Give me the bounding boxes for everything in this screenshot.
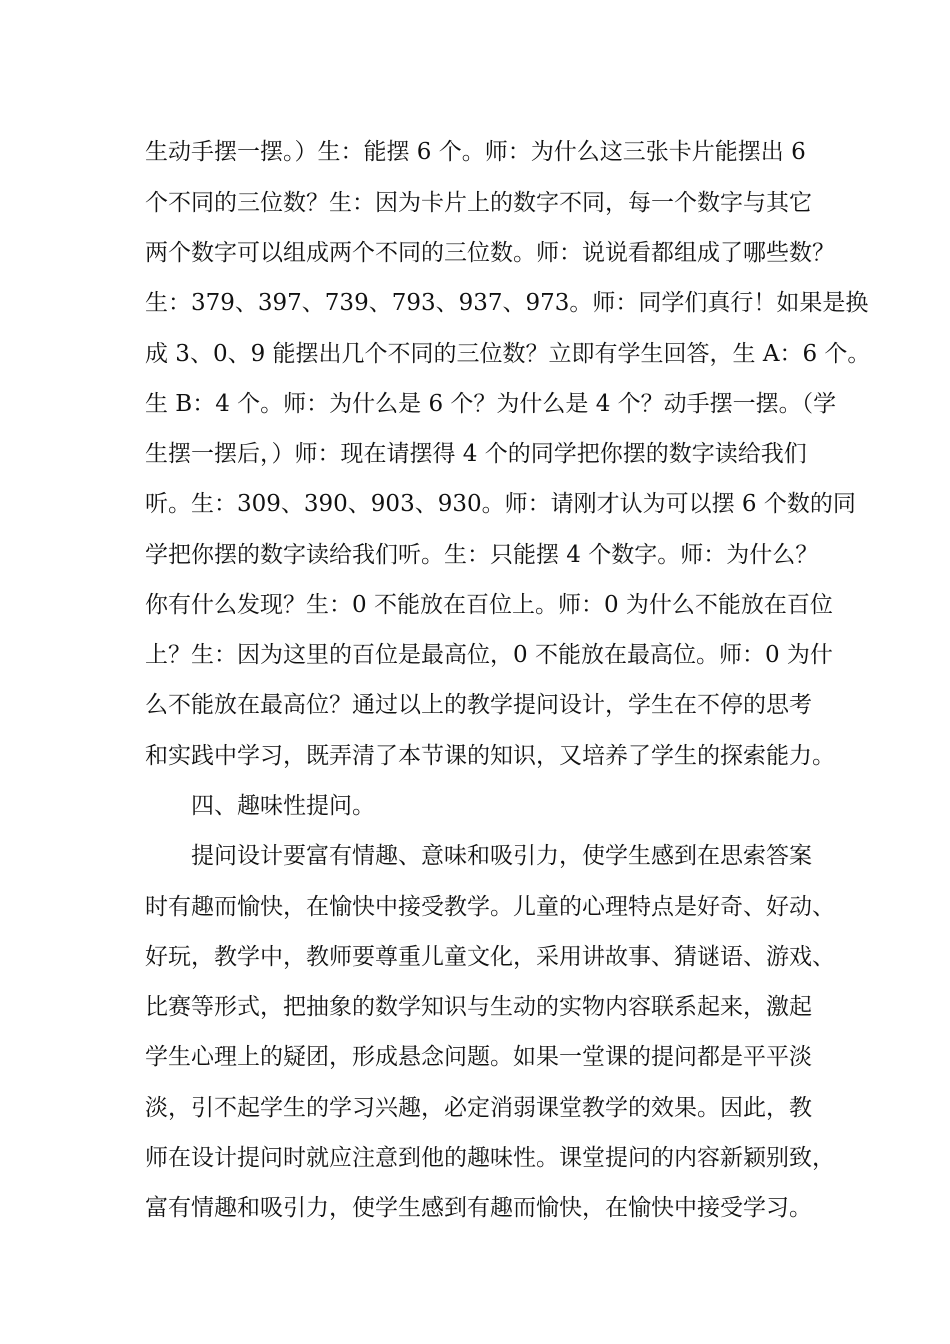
text-line: 生：379、397、739、793、937、973。师：同学们真行！如果是换 xyxy=(145,290,869,316)
section-heading: 四、趣味性提问。 xyxy=(191,793,375,819)
text-line: 师在设计提问时就应注意到他的趣味性。课堂提问的内容新颖别致， xyxy=(145,1145,835,1171)
text-line: 生动手摆一摆。）生：能摆 6 个。师：为什么这三张卡片能摆出 6 xyxy=(145,139,806,165)
text-line: 学生心理上的疑团，形成悬念问题。如果一堂课的提问都是平平淡 xyxy=(145,1044,812,1070)
text-line: 成 3、0、9 能摆出几个不同的三位数？立即有学生回答，生 A：6 个。 xyxy=(145,341,871,367)
text-line: 上？生：因为这里的百位是最高位，0 不能放在最高位。师：0 为什 xyxy=(145,642,833,668)
text-line: 淡，引不起学生的学习兴趣，必定消弱课堂教学的效果。因此，教 xyxy=(145,1095,812,1121)
text-line: 时有趣而愉快，在愉快中接受教学。儿童的心理特点是好奇、好动、 xyxy=(145,894,835,920)
text-line: 比赛等形式，把抽象的数学知识与生动的实物内容联系起来，激起 xyxy=(145,994,812,1020)
text-line: 两个数字可以组成两个不同的三位数。师：说说看都组成了哪些数？ xyxy=(145,240,835,266)
text-line: 学把你摆的数字读给我们听。生：只能摆 4 个数字。师：为什么？ xyxy=(145,542,819,568)
paragraph-first-line: 提问设计要富有情趣、意味和吸引力，使学生感到在思索答案 xyxy=(191,843,812,869)
text-line: 好玩，教学中，教师要尊重儿童文化，采用讲故事、猜谜语、游戏、 xyxy=(145,944,835,970)
text-line: 富有情趣和吸引力，使学生感到有趣而愉快，在愉快中接受学习。 xyxy=(145,1195,812,1221)
text-line: 么不能放在最高位？通过以上的教学提问设计，学生在不停的思考 xyxy=(145,692,812,718)
text-line: 生 B：4 个。师：为什么是 6 个？为什么是 4 个？动手摆一摆。（学 xyxy=(145,391,837,417)
text-line: 听。生：309、390、903、930。师：请刚才认为可以摆 6 个数的同 xyxy=(145,491,856,517)
text-line: 个不同的三位数？生：因为卡片上的数字不同，每一个数字与其它 xyxy=(145,190,812,216)
text-line: 生摆一摆后，）师：现在请摆得 4 个的同学把你摆的数字读给我们 xyxy=(145,441,807,467)
text-line: 你有什么发现？生：0 不能放在百位上。师：0 为什么不能放在百位 xyxy=(145,592,833,618)
text-line: 和实践中学习，既弄清了本节课的知识，又培养了学生的探索能力。 xyxy=(145,743,835,769)
